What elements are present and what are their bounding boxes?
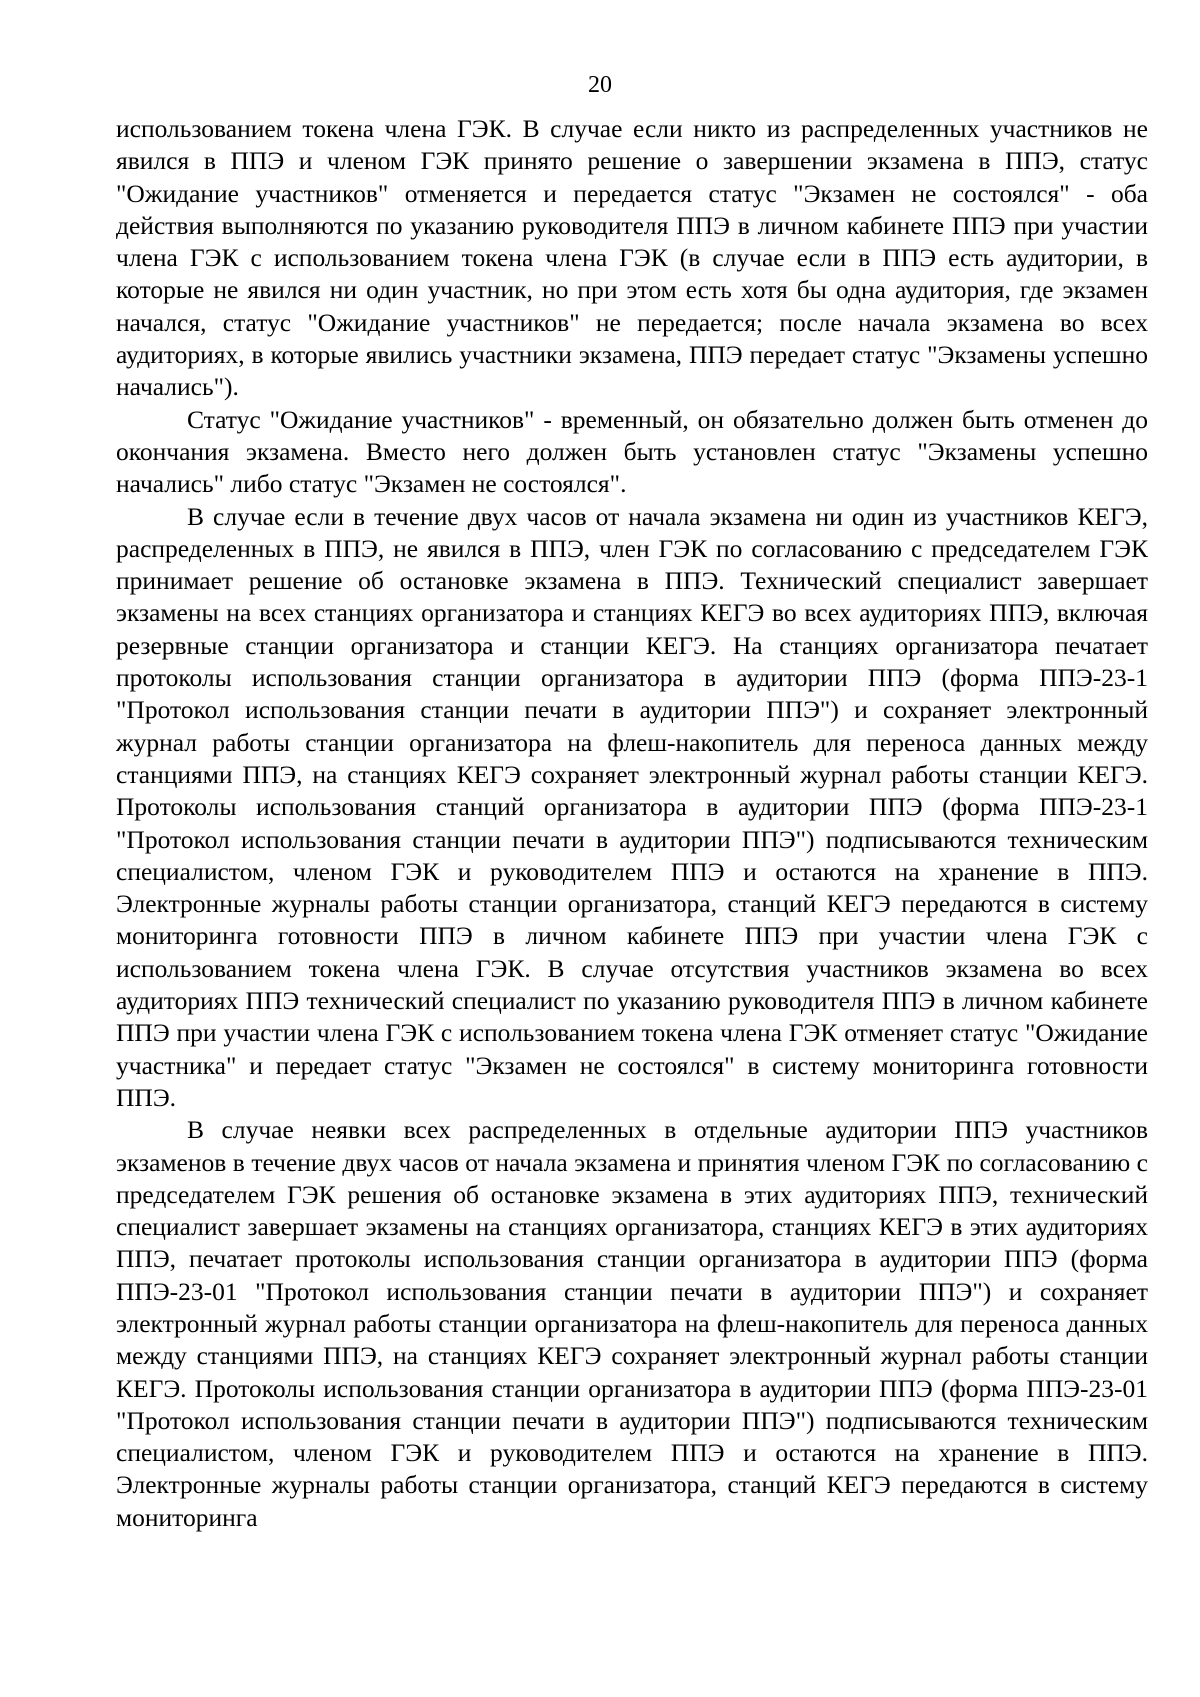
paragraph-status-waiting: Статус "Ожидание участников" - временный, он обязательно должен быть отменен до окончания экзамена. Вместо него должен быть установлен статус "Экзамены успешно начались" либо статус "Экзамен не состоялся".	[116, 404, 1148, 499]
paragraph-no-show-all: В случае если в течение двух часов от начала экзамена ни один из участников КЕГЭ, распределенных в ППЭ, не явился в ППЭ, член ГЭК по согласованию с председателем ГЭК принимает решение об остановке экзамена в ППЭ. Технический специалист завершает экзамены на всех станциях организатора и станциях КЕГЭ во всех аудиториях ППЭ, включая резервные станции организатора и станции КЕГЭ. На станциях организатора печатает протоколы использования станции организатора в аудитории ППЭ (форма ППЭ-23-1 "Протокол использования станции печати в аудитории ППЭ") и сохраняет электронный журнал работы станции организатора на флеш-накопитель для переноса данных между станциями ППЭ, на станциях КЕГЭ сохраняет электронный журнал работы станции КЕГЭ. Протоколы использования станций организатора в аудитории ППЭ (форма ППЭ-23-1 "Протокол использования станции печати в аудитории ППЭ") подписываются техническим специалистом, членом ГЭК и руководителем ППЭ и остаются на хранение в ППЭ. Электронные журналы работы станции организатора, станций КЕГЭ передаются в систему мониторинга готовности ППЭ в личном кабинете ППЭ при участии члена ГЭК с использованием токена члена ГЭК. В случае отсутствия участников экзамена во всех аудиториях ППЭ технический специалист по указанию руководителя ППЭ в личном кабинете ППЭ при участии члена ГЭК с использованием токена члена ГЭК отменяет статус "Ожидание участника" и передает статус "Экзамен не состоялся" в систему мониторинга готовности ППЭ.	[116, 501, 1148, 1112]
paragraph-no-show-auditoriums: В случае неявки всех распределенных в отдельные аудитории ППЭ участников экзаменов в течение двух часов от начала экзамена и принятия членом ГЭК по согласованию с председателем ГЭК решения об остановке экзамена в этих аудиториях ППЭ, технический специалист завершает экзамены на станциях организатора, станциях КЕГЭ в этих аудиториях ППЭ, печатает протоколы использования станции организатора в аудитории ППЭ (форма ППЭ-23-01 "Протокол использования станции печати в аудитории ППЭ") и сохраняет электронный журнал работы станции организатора на флеш-накопитель для переноса данных между станциями ППЭ, на станциях КЕГЭ сохраняет электронный журнал работы станции КЕГЭ. Протоколы использования станции организатора в аудитории ППЭ (форма ППЭ-23-01 "Протокол использования станции печати в аудитории ППЭ") подписываются техническим специалистом, членом ГЭК и руководителем ППЭ и остаются на хранение в ППЭ. Электронные журналы работы станции организатора, станций КЕГЭ передаются в систему мониторинга	[116, 1115, 1148, 1532]
page-number: 20	[588, 72, 612, 98]
paragraph-continuation: использованием токена члена ГЭК. В случае если никто из распределенных участников не явился в ППЭ и членом ГЭК принято решение о завершении экзамена в ППЭ, статус "Ожидание участников" отменяется и передается статус "Экзамен не состоялся" - оба действия выполняются по указанию руководителя ППЭ в личном кабинете ППЭ при участии члена ГЭК с использованием токена члена ГЭК (в случае если в ППЭ есть аудитории, в которые не явился ни один участник, но при этом есть хотя бы одна аудитория, где экзамен начался, статус "Ожидание участников" не передается; после начала экзамена во всех аудиториях, в которые явились участники экзамена, ППЭ передает статус "Экзамены успешно начались").	[116, 114, 1148, 402]
document-body	[116, 113, 1148, 1534]
